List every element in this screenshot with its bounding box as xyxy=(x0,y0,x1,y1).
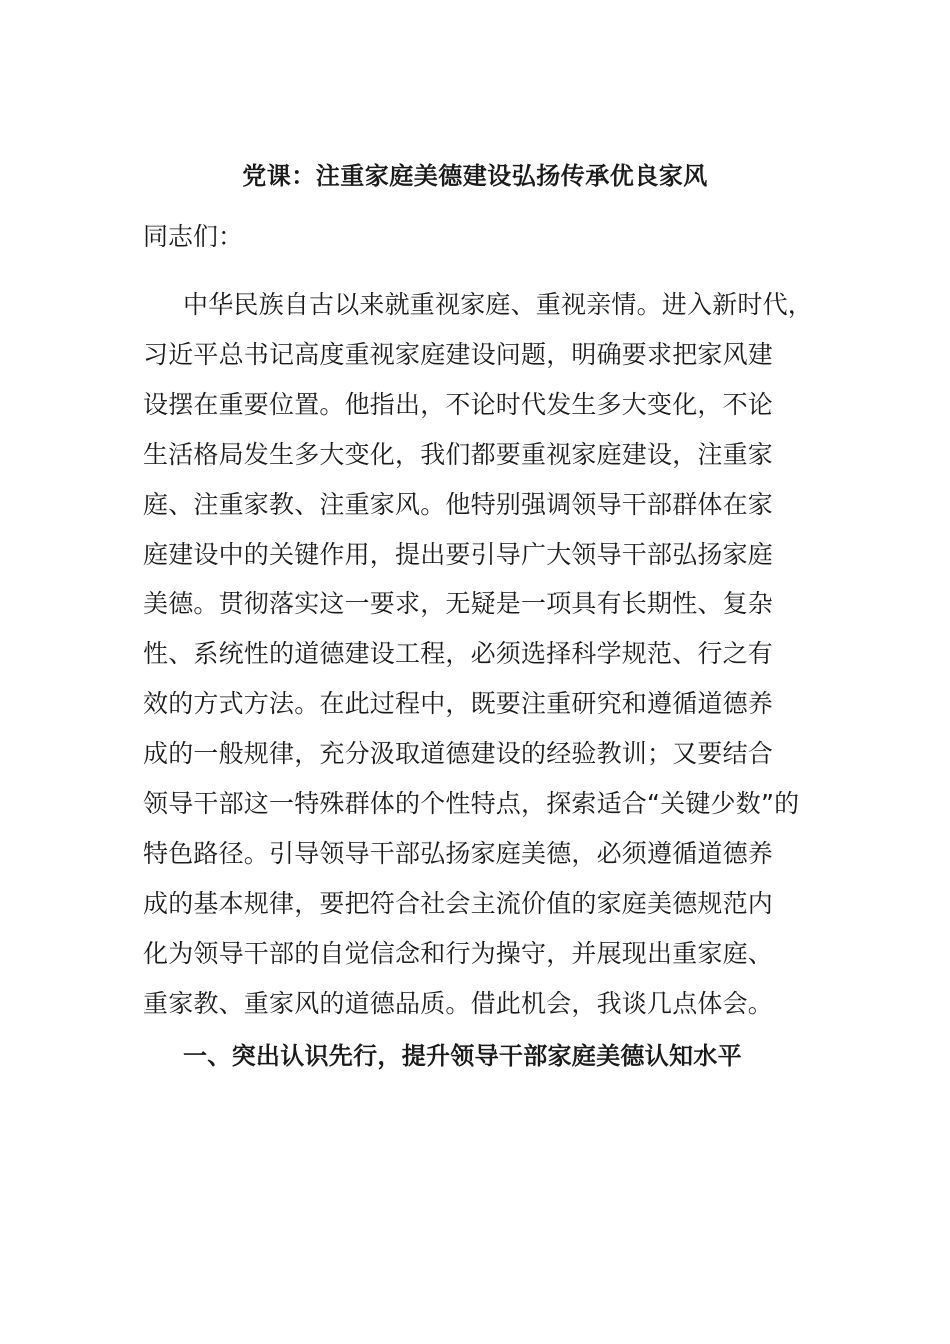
paragraph-line: 化为领导干部的自觉信念和行为操守，并展现出重家庭、 xyxy=(143,938,774,968)
paragraph-line: 设摆在重要位置。他指出，不论时代发生多大变化，不论 xyxy=(143,389,774,419)
paragraph-line: 美德。贯彻落实这一要求，无疑是一项具有长期性、复杂 xyxy=(143,589,774,619)
salutation: 同志们： xyxy=(143,222,244,251)
paragraph-line: 中华民族自古以来就重视家庭、重视亲情。进入新时代， xyxy=(183,290,814,319)
section-heading: 一、突出认识先行，提升领导干部家庭美德认知水平 xyxy=(183,1042,742,1070)
paragraph-line: 性、系统性的道德建设工程，必须选择科学规范、行之有 xyxy=(143,639,774,669)
paragraph-line: 效的方式方法。在此过程中，既要注重研究和遵循道德养 xyxy=(143,689,774,719)
paragraph-line: 领导干部这一特殊群体的个性特点，探索适合“关键少数”的 xyxy=(143,789,800,819)
paragraph-line: 成的基本规律，要把符合社会主流价值的家庭美德规范内 xyxy=(143,888,774,918)
paragraph-line: 特色路径。引导领导干部弘扬家庭美德，必须遵循道德养 xyxy=(143,838,774,868)
paragraph-line: 庭建设中的关键作用，提出要引导广大领导干部弘扬家庭 xyxy=(143,539,774,569)
document-title: 党课：注重家庭美德建设弘扬传承优良家风 xyxy=(242,162,708,190)
body-paragraph xyxy=(143,280,823,1029)
paragraph-line: 成的一般规律，充分汲取道德建设的经验教训；又要结合 xyxy=(143,739,774,769)
paragraph-line: 庭、注重家教、注重家风。他特别强调领导干部群体在家 xyxy=(143,489,774,519)
paragraph-line: 重家教、重家风的道德品质。借此机会，我谈几点体会。 xyxy=(143,988,774,1018)
paragraph-line: 生活格局发生多大变化，我们都要重视家庭建设，注重家 xyxy=(143,439,774,469)
paragraph-line: 习近平总书记高度重视家庭建设问题，明确要求把家风建 xyxy=(143,339,774,369)
